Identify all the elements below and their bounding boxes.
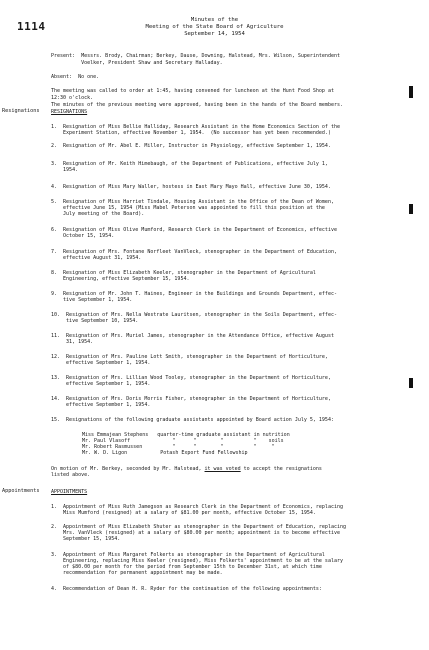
- resignations-heading: RESIGNATIONS: [51, 109, 88, 115]
- resignation-item-14-line-1: 14. Resignation of Mrs. Doris Morris Fisher, stenographer in the Department of Horticulture,: [51, 396, 331, 402]
- resignation-item-8-line-2: Engineering, effective September 15, 1954.: [51, 276, 190, 282]
- graduate-assistant-row: Miss Emmajean Stephens quarter-time graduate assistant in nutrition: [82, 432, 290, 438]
- motion-text: to accept the resignations: [240, 466, 322, 472]
- intro-line-2: 12:30 o'clock.: [51, 95, 94, 101]
- resignation-item-8-line-1: 8. Resignation of Miss Elizabeth Keeler, stenographer in the Department of Agricultural: [51, 270, 316, 276]
- absent-line: Absent: No one.: [51, 74, 100, 80]
- resignation-item-9-line-2: tive September 1, 1954.: [51, 297, 133, 303]
- resignation-item-2: 2. Resignation of Mr. Abel E. Miller, Instructor in Physiology, effective September 1, 1954.: [51, 143, 331, 149]
- motion-line-1: [51, 466, 322, 472]
- page-number: 1114: [17, 20, 46, 33]
- resignation-item-13-line-2: effective September 1, 1954.: [51, 381, 151, 387]
- header-line-2: Meeting of the State Board of Agriculture: [145, 24, 284, 30]
- present-line-2: Voelker, President Shaw and Secretary Halladay.: [51, 60, 223, 66]
- motion-voted: it was voted: [204, 466, 241, 472]
- margin-label-appointments: Appointments: [2, 488, 40, 494]
- appointment-item-2-line-2: Mrs. VanVleck (resigned) at a salary of $80.00 per month; appointment is to become effective: [51, 530, 340, 536]
- appointment-item-1-line-2: Miss Mumford (resigned) at a salary of $81.00 per month, effective October 15, 1954.: [51, 510, 316, 516]
- resignation-item-5-line-2: effective June 15, 1954 (Miss Mabel Peterson was appointed to fill this position at the: [51, 205, 325, 211]
- intro-line-1: The meeting was called to order at 1:45, having convened for luncheon at the Hunt Food Shop at: [51, 88, 334, 94]
- appointment-item-3-line-3: of $80.00 per month for the period from September 15th to December 31st, at which time: [51, 564, 322, 570]
- graduate-assistant-row: Mr. Robert Rasmussen " " " " ": [82, 444, 275, 450]
- graduate-assistant-row: Mr. W. D. Ligon Potash Export Fund Fellowship: [82, 450, 248, 456]
- margin-bar: [409, 204, 413, 214]
- resignation-item-7-line-2: effective August 31, 1954.: [51, 255, 142, 261]
- appointment-item-2-line-1: 2. Appointment of Miss Elizabeth Shuter as stenographer in the Department of Education, replacing: [51, 524, 347, 530]
- resignation-item-1-line-2: Experiment Station, effective November 1, 1954. (No successor has yet been recommended.): [51, 130, 331, 136]
- resignation-item-15: 15. Resignations of the following graduate assistants appointed by Board action July 5, 1954:: [51, 417, 334, 423]
- appointments-heading: APPOINTMENTS: [51, 489, 88, 495]
- resignation-item-11-line-1: 11. Resignation of Mrs. Muriel James, stenographer in the Attendance Office, effective August: [51, 333, 334, 339]
- resignation-item-9-line-1: 9. Resignation of Mr. John T. Haines, Engineer in the Buildings and Grounds Department, effec-: [51, 291, 337, 297]
- resignation-item-1-line-1: 1. Resignation of Miss Bellie Halliday, Research Assistant in the Home Economics Section of the: [51, 124, 340, 130]
- motion-text: On motion of Mr. Berkey, seconded by Mr. Halstead,: [51, 466, 205, 472]
- resignation-item-12-line-1: 12. Resignation of Mrs. Pauline Lott Smith, stenographer in the Department of Horticulture,: [51, 354, 328, 360]
- resignation-item-3-line-1: 3. Resignation of Mr. Keith Himebaugh, of the Department of Publications, effective July 1,: [51, 161, 328, 167]
- resignation-item-4: 4. Resignation of Miss Mary Waller, hostess in East Mary Mayo Hall, effective June 30, 1954.: [51, 184, 331, 190]
- resignation-item-12-line-2: effective September 1, 1954.: [51, 360, 151, 366]
- appointment-item-2-line-3: September 15, 1954.: [51, 536, 121, 542]
- resignation-item-13-line-1: 13. Resignation of Mrs. Lillian Wood Tooley, stenographer in the Department of Horticulture,: [51, 375, 331, 381]
- appointment-item-4: 4. Recommendation of Dean H. R. Ryder for the continuation of the following appointments:: [51, 586, 322, 592]
- appointment-item-3-line-2: Engineering, replacing Miss Keeler (resigned), Miss Folkerts' appointment to be at the salary: [51, 558, 343, 564]
- present-line-1: Present: Messrs. Brody, Chairman; Berkey, Dause, Downing, Halstead, Mrs. Wilson, Superintendent: [51, 53, 340, 59]
- resignation-item-6-line-1: 6. Resignation of Miss Olive Mumford, Research Clerk in the Department of Economics, effective: [51, 227, 337, 233]
- resignation-item-14-line-2: effective September 1, 1954.: [51, 402, 151, 408]
- margin-bar: [409, 86, 413, 98]
- header-line-1: Minutes of the: [190, 17, 239, 23]
- resignation-item-5-line-1: 5. Resignation of Miss Harriet Tindale, Housing Assistant in the Office of the Dean of Women,: [51, 199, 334, 205]
- margin-label-resignations: Resignations: [2, 108, 40, 114]
- resignation-item-10-line-2: tive September 10, 1954.: [51, 318, 139, 324]
- intro-line-3: The minutes of the previous meeting were approved, having been in the hands of the Board members.: [51, 102, 343, 108]
- header-line-3: September 14, 1954: [184, 31, 245, 37]
- appointment-item-3-line-1: 3. Appointment of Miss Margaret Folkerts as stenographer in the Department of Agricultural: [51, 552, 325, 558]
- motion-line-2: listed above.: [51, 472, 91, 478]
- resignation-item-3-line-2: 1954.: [51, 167, 79, 173]
- appointment-item-1-line-1: 1. Appointment of Miss Ruth Jamegson as Research Clerk in the Department of Economics, replacing: [51, 504, 343, 510]
- appointment-item-3-line-4: recommendation for permanent appointment may be made.: [51, 570, 223, 576]
- graduate-assistant-row: Mr. Paul Vlasoff " " " " soils: [82, 438, 284, 444]
- margin-bar: [409, 378, 413, 388]
- resignation-item-11-line-2: 31, 1954.: [51, 339, 94, 345]
- resignation-item-7-line-1: 7. Resignation of Mrs. Fontane Norfleet VanVleck, stenographer in the Department of Education,: [51, 249, 337, 255]
- resignation-item-6-line-2: October 15, 1954.: [51, 233, 115, 239]
- resignation-item-5-line-3: July meeting of the Board).: [51, 211, 145, 217]
- resignation-item-10-line-1: 10. Resignation of Mrs. Nella Westrate Lauritsen, stenographer in the Soils Department, effec-: [51, 312, 337, 318]
